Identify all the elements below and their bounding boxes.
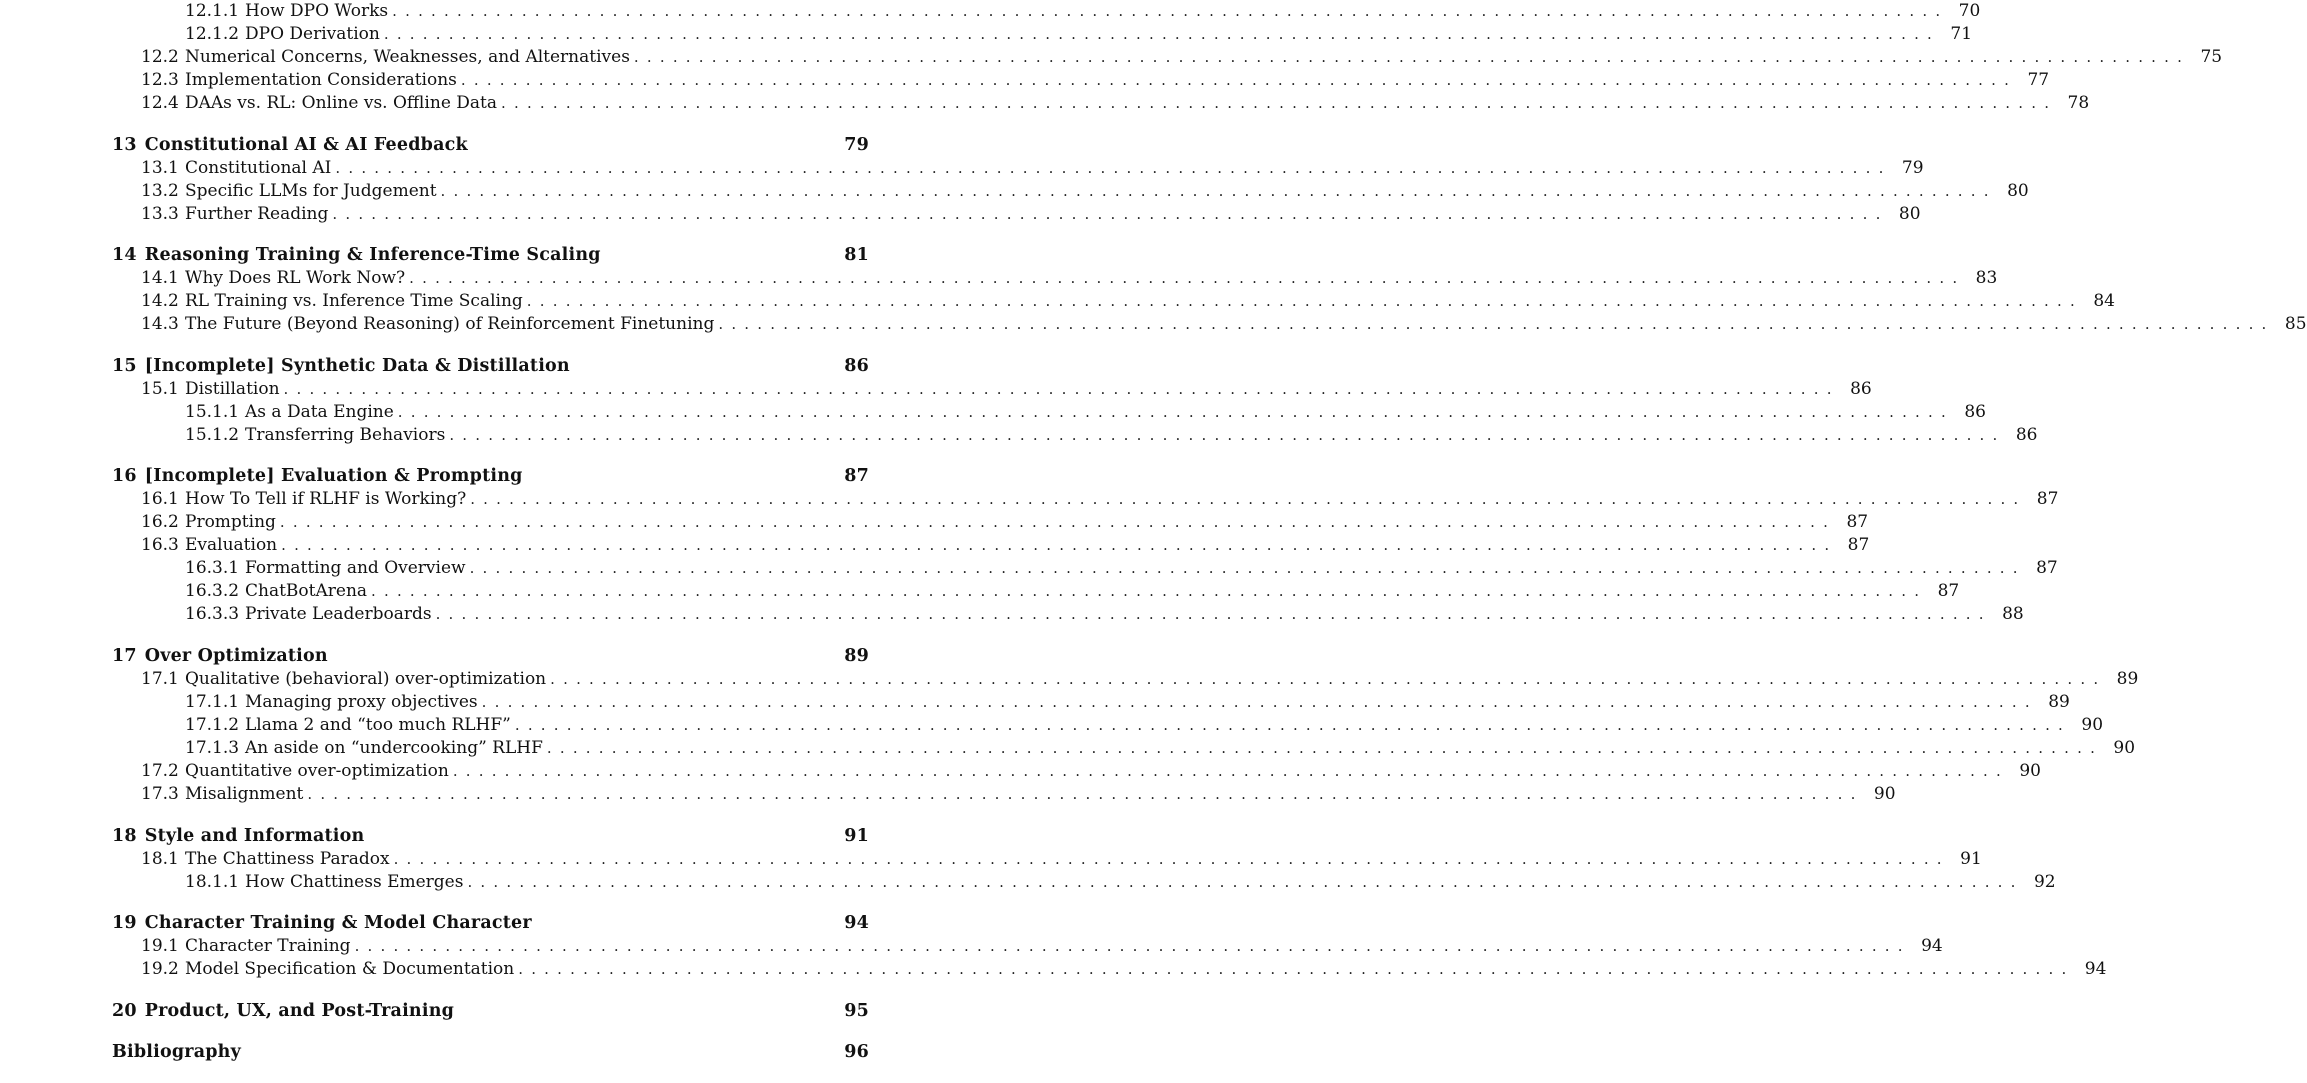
toc-entry-title: Distillation [185, 378, 280, 399]
toc-dot-leader: ........................................................................................................................ [354, 937, 1911, 956]
toc-page-number: 81 [844, 245, 869, 266]
toc-entry-number: 12.4 [141, 93, 179, 113]
toc-page-number: 95 [844, 1000, 869, 1021]
toc-dot-leader: ........................................................................................................................ [393, 849, 1950, 868]
toc-entry-number: 20 [112, 1000, 137, 1021]
toc-entry-title: Bibliography [112, 1042, 241, 1063]
toc-page-number: 90 [1873, 783, 1896, 804]
toc-entry-title: The Future (Beyond Reasoning) of Reinforcement Finetuning [185, 314, 715, 335]
toc-dot-leader: ........................................................................................................................ [392, 2, 1949, 20]
toc-page-number: 87 [2036, 489, 2059, 510]
toc-page-number: 94 [1921, 936, 1943, 957]
toc-page-number: 71 [1950, 24, 1973, 44]
toc-chapter-entry[interactable] [112, 645, 869, 668]
toc-dot-leader: ........................................................................................................................ [449, 425, 2006, 444]
toc-chapter-entry[interactable] [112, 1000, 869, 1023]
toc-entry-number: 15 [112, 355, 137, 376]
toc-chapter-entry[interactable] [112, 244, 869, 267]
toc-dot-leader: ........................................................................................................................ [518, 960, 2075, 979]
toc-entry-number: 17.1.3 [185, 737, 240, 758]
toc-entry-number: 16.3.1 [185, 558, 240, 579]
toc-entry-title: Llama 2 and “too much RLHF” [245, 714, 511, 735]
toc-section-entry[interactable] [112, 203, 1921, 226]
toc-entry-number: 15.1 [141, 378, 179, 399]
toc-chapter-entry[interactable] [112, 355, 869, 378]
toc-entry-number: 17.1.1 [185, 691, 240, 712]
toc-section-entry[interactable] [112, 958, 2107, 981]
toc-entry-number: 17 [112, 645, 137, 666]
toc-entry-title: Character Training & Model Character [144, 913, 532, 934]
toc-section-entry[interactable] [112, 290, 2115, 313]
toc-entry-title: Misalignment [185, 783, 304, 804]
toc-page-number: 90 [2113, 737, 2136, 758]
toc-dot-leader: ........................................................................................................................ [469, 559, 2026, 578]
toc-page-number: 87 [2036, 558, 2058, 579]
toc-page-number: 90 [2081, 714, 2104, 735]
toc-entry-number: 17.2 [141, 760, 179, 781]
toc-entry-title: Prompting [185, 512, 276, 533]
toc-entry-number: 16.1 [141, 489, 179, 510]
toc-entry-number: 12.2 [141, 47, 179, 67]
toc-dot-leader: ........................................................................................................................ [397, 402, 1954, 421]
toc-section-entry[interactable] [112, 46, 2223, 69]
toc-dot-leader: ........................................................................................................................ [546, 738, 2104, 757]
toc-page-number: 86 [1964, 401, 1986, 422]
toc-entry-number: 18.1.1 [185, 871, 240, 892]
toc-page-number: 79 [844, 134, 869, 155]
toc-entry-title: Style and Information [144, 825, 365, 846]
toc-section-entry[interactable] [112, 935, 1943, 958]
toc-dot-leader: ........................................................................................................................ [283, 379, 1840, 398]
toc-page-number: 80 [2007, 180, 2029, 201]
toc-dot-leader: ........................................................................................................................ [452, 761, 2009, 780]
toc-entry-number: 14 [112, 245, 137, 266]
toc-section-entry[interactable] [112, 511, 1869, 534]
toc-entry-number: 18.1 [141, 848, 179, 869]
toc-entry-title: Character Training [185, 936, 351, 957]
toc-entry-number: 13.1 [141, 157, 179, 178]
toc-page-number: 70 [1958, 1, 1981, 21]
toc-entry-title: An aside on “undercooking” RLHF [245, 737, 543, 758]
toc-entry-number: 16 [112, 466, 137, 487]
toc-entry-number: 14.1 [141, 268, 179, 289]
toc-entry-title: Implementation Considerations [185, 70, 457, 90]
toc-section-entry[interactable] [112, 378, 1872, 401]
toc-entry-title: Model Specification & Documentation [185, 959, 515, 980]
toc-entry-title: [Incomplete] Synthetic Data & Distillation [144, 355, 570, 376]
toc-section-entry[interactable] [112, 580, 1960, 603]
toc-section-entry[interactable] [112, 0, 1981, 23]
toc-section-entry[interactable] [112, 401, 1986, 424]
toc-page-number: 89 [2048, 691, 2070, 712]
toc-entry-title: Qualitative (behavioral) over-optimization [185, 668, 547, 689]
toc-entry-title: How DPO Works [245, 1, 389, 21]
toc-entry-number: 15.1.1 [185, 401, 240, 422]
toc-section-entry[interactable] [112, 424, 2038, 447]
toc-page-number: 80 [1898, 203, 1921, 224]
toc-entry-title: DAAs vs. RL: Online vs. Offline Data [185, 93, 498, 113]
toc-section-entry[interactable] [112, 180, 2029, 203]
toc-entry-title: Evaluation [185, 535, 278, 556]
toc-entry-title: Quantitative over-optimization [185, 760, 449, 781]
toc-entry-number: 16.3.2 [185, 581, 240, 602]
toc-dot-leader: ........................................................................................................................ [440, 181, 1997, 200]
toc-entry-number: 16.3 [141, 535, 179, 556]
toc-section-entry[interactable] [112, 603, 2024, 626]
toc-dot-leader: ........................................................................................................................ [460, 71, 2018, 89]
toc-page-number: 87 [1937, 581, 1960, 602]
toc-page-number: 85 [2284, 314, 2307, 335]
toc-dot-leader: ........................................................................................................................ [435, 605, 1992, 624]
toc-entry-number: 16.3.3 [185, 604, 240, 625]
toc-entry-number: 18 [112, 825, 137, 846]
toc-chapter-entry[interactable] [112, 825, 869, 848]
toc-entry-number: 19.1 [141, 936, 179, 957]
toc-page-number: 77 [2027, 70, 2050, 90]
toc-section-entry[interactable] [112, 313, 2307, 336]
toc-section-entry[interactable] [112, 92, 2090, 115]
toc-entry-number: 13 [112, 134, 137, 155]
toc-dot-leader: ........................................................................................................................ [526, 292, 2083, 311]
toc-entry-title: The Chattiness Paradox [185, 848, 390, 869]
toc-dot-leader: ........................................................................................................................ [550, 669, 2107, 688]
toc-chapter-entry[interactable] [112, 912, 869, 935]
toc-section-entry[interactable] [112, 760, 2041, 783]
toc-dot-leader: ........................................................................................................................ [481, 692, 2038, 711]
toc-page-number: 94 [2084, 959, 2107, 980]
toc-dot-leader: ........................................................................................................................ [409, 269, 1966, 288]
toc-entry-number: 12.1.1 [185, 1, 240, 21]
toc-page-number: 88 [2002, 604, 2024, 625]
toc-entry-title: How To Tell if RLHF is Working? [185, 489, 467, 510]
toc-page-number: 84 [2093, 291, 2115, 312]
toc-page-number: 79 [1901, 157, 1924, 178]
toc-section-entry[interactable] [112, 871, 2056, 894]
toc-section-entry[interactable] [112, 714, 2104, 737]
toc-entry-number: 17.3 [141, 783, 179, 804]
toc-entry-number: 14.2 [141, 291, 179, 312]
toc-entry-number: 16.2 [141, 512, 179, 533]
toc-entry-number: 17.1.2 [185, 714, 240, 735]
toc-entry-title: Managing proxy objectives [245, 691, 478, 712]
toc-page-number: 78 [2067, 93, 2090, 113]
toc-entry-number: 19.2 [141, 959, 179, 980]
toc-chapter-entry[interactable] [112, 134, 869, 157]
toc-page-number: 87 [1846, 512, 1869, 533]
toc-page-number: 86 [2015, 424, 2038, 445]
toc-entry-number: 17.1 [141, 668, 179, 689]
toc-page-number: 96 [844, 1042, 869, 1063]
toc-dot-leader: ........................................................................................................................ [332, 204, 1889, 223]
toc-page-number: 86 [1850, 378, 1872, 399]
toc-page-number: 91 [844, 825, 869, 846]
toc-dot-leader: ........................................................................................................................ [335, 158, 1892, 177]
toc-dot-leader: ........................................................................................................................ [718, 315, 2275, 334]
toc-entry-number: 19 [112, 913, 137, 934]
toc-entry-title: [Incomplete] Evaluation & Prompting [144, 466, 523, 487]
toc-entry-title: Constitutional AI [185, 157, 332, 178]
toc-section-entry[interactable] [112, 267, 1998, 290]
toc-chapter-entry[interactable] [112, 1041, 869, 1064]
toc-dot-leader: ........................................................................................................................ [281, 536, 1838, 555]
toc-section-entry[interactable] [112, 848, 1982, 871]
toc-entry-number: 15.1.2 [185, 424, 240, 445]
toc-dot-leader: ........................................................................................................................ [383, 25, 1941, 43]
toc-entry-title: DPO Derivation [245, 24, 380, 44]
toc-page-number: 86 [844, 355, 869, 376]
toc-page-number: 89 [844, 645, 869, 666]
toc-entry-title: How Chattiness Emerges [245, 871, 464, 892]
toc-entry-number: 12.1.2 [185, 24, 240, 44]
toc-section-entry[interactable] [112, 157, 1924, 180]
toc-entry-number: 13.2 [141, 180, 179, 201]
toc-page-number: 94 [844, 913, 869, 934]
toc-section-entry[interactable] [112, 691, 2070, 714]
toc-entry-title: Transferring Behaviors [245, 424, 446, 445]
toc-entry-title: Formatting and Overview [245, 558, 466, 579]
toc-entry-number: 13.3 [141, 203, 179, 224]
toc-entry-number: 12.3 [141, 70, 179, 90]
toc-section-entry[interactable] [112, 534, 1870, 557]
toc-page-number: 87 [844, 466, 869, 487]
toc-entry-title: Product, UX, and Post-Training [144, 1000, 455, 1021]
toc-entry-title: RL Training vs. Inference Time Scaling [185, 291, 523, 312]
toc-page-number: 92 [2033, 871, 2056, 892]
toc-dot-leader: ........................................................................................................................ [467, 872, 2024, 891]
toc-entry-title: Constitutional AI & AI Feedback [144, 134, 468, 155]
toc-entry-title: Reasoning Training & Inference-Time Scaling [144, 245, 601, 266]
toc-entry-title: Why Does RL Work Now? [185, 268, 406, 289]
toc-section-entry[interactable] [112, 69, 2050, 92]
toc-entry-title: Private Leaderboards [245, 604, 432, 625]
table-of-contents [112, 0, 2307, 1064]
toc-entry-title: Over Optimization [144, 645, 328, 666]
toc-chapter-entry[interactable] [112, 465, 869, 488]
toc-section-entry[interactable] [112, 488, 2059, 511]
toc-section-entry[interactable] [112, 783, 1896, 806]
toc-section-entry[interactable] [112, 737, 2136, 760]
toc-page-number: 90 [2019, 760, 2041, 781]
toc-dot-leader: ........................................................................................................................ [501, 94, 2058, 112]
toc-dot-leader: ........................................................................................................................ [514, 715, 2072, 734]
toc-page-number: 83 [1975, 268, 1998, 289]
toc-entry-title: Numerical Concerns, Weaknesses, and Alternatives [185, 47, 630, 67]
toc-dot-leader: ........................................................................................................................ [279, 513, 1837, 532]
toc-section-entry[interactable] [112, 23, 1973, 46]
toc-page-number: 75 [2200, 47, 2223, 67]
toc-entry-title: ChatBotArena [245, 581, 368, 602]
toc-section-entry[interactable] [112, 668, 2139, 691]
toc-dot-leader: ........................................................................................................................ [371, 582, 1928, 601]
toc-section-entry[interactable] [112, 557, 2058, 580]
toc-page-number: 91 [1960, 848, 1982, 869]
toc-page-number: 89 [2116, 668, 2139, 689]
toc-entry-title: Specific LLMs for Judgement [185, 180, 437, 201]
toc-dot-leader: ........................................................................................................................ [633, 48, 2191, 66]
toc-page-number: 87 [1847, 535, 1870, 556]
toc-entry-title: Further Reading [185, 203, 329, 224]
toc-dot-leader: ........................................................................................................................ [470, 490, 2027, 509]
toc-dot-leader: ........................................................................................................................ [307, 784, 1864, 803]
toc-entry-title: As a Data Engine [245, 401, 394, 422]
toc-entry-number: 14.3 [141, 314, 179, 335]
